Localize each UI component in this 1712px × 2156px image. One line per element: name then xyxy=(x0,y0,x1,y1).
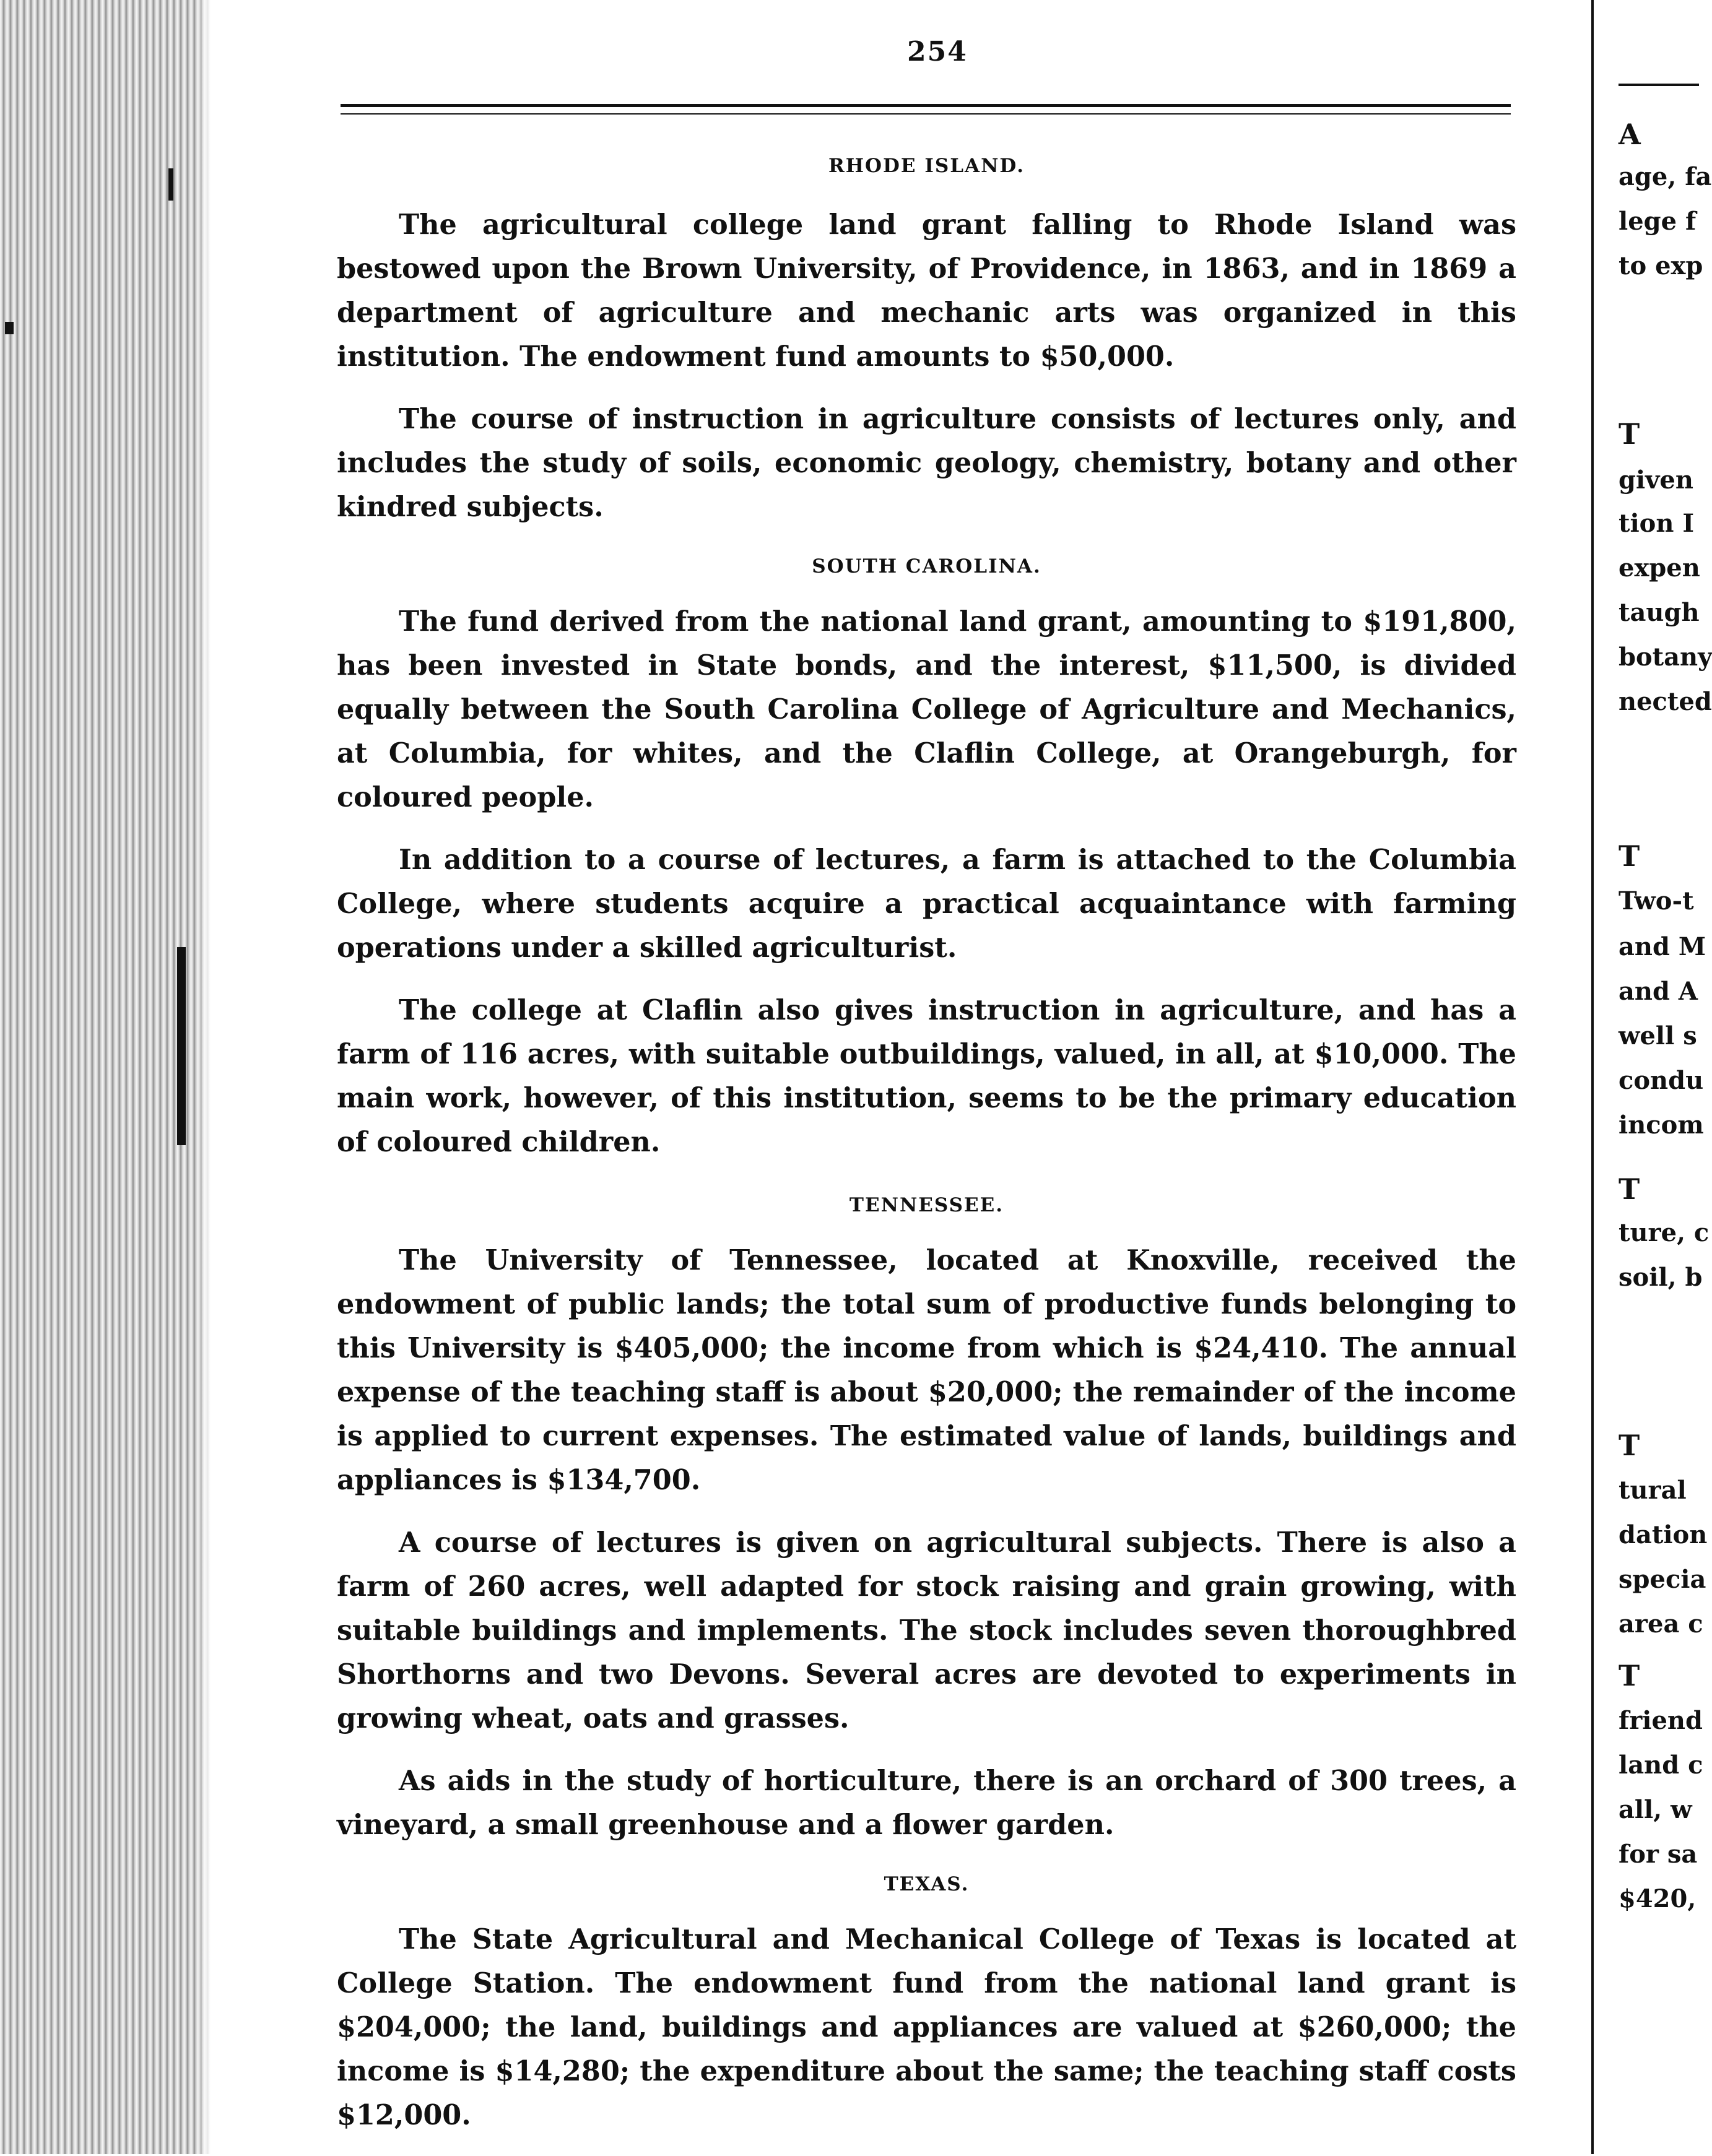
facing-fragment: area c xyxy=(1619,1609,1703,1639)
facing-fragment: T xyxy=(1619,839,1640,873)
header-rule-thin xyxy=(341,113,1511,115)
facing-fragment: and M xyxy=(1619,932,1706,961)
facing-fragment: T xyxy=(1619,1659,1640,1692)
facing-fragment: age, fa xyxy=(1619,162,1712,191)
facing-fragment: to exp xyxy=(1619,251,1703,280)
facing-fragment: tural xyxy=(1619,1476,1687,1505)
facing-fragment: T xyxy=(1619,417,1640,451)
header-rule-thick xyxy=(341,104,1511,107)
paragraph-texas-1: The State Agricultural and Mechanical College of Texas is located at College Station. The endowment fund from the national land grant is $204,000; the land, buildings and appliances are valued at $260,000; the income is $14,280; the expenditure about the same; the teaching staff costs $12,000. xyxy=(337,1923,1516,2131)
page-content xyxy=(337,147,1516,2156)
paragraph-south-carolina-2: In addition to a course of lectures, a farm is attached to the Columbia College, where students acquire a practical acquaintance with farming operations under a skilled agriculturist. xyxy=(337,844,1516,964)
facing-fragment: land c xyxy=(1619,1751,1703,1780)
paragraph-south-carolina-3: The college at Claflin also gives instruction in agriculture, and has a farm of 116 acres, with suitable outbuildings, valued, in all, at $10,000. The main work, however, of this institution, seems to be the primary education of coloured children. xyxy=(337,994,1516,1158)
facing-fragment: given xyxy=(1619,465,1693,495)
facing-header-rule xyxy=(1619,84,1699,86)
facing-fragment: all, w xyxy=(1619,1795,1692,1824)
facing-fragment: condu xyxy=(1619,1066,1704,1095)
facing-fragment: for sa xyxy=(1619,1840,1698,1869)
heading-texas: TEXAS. xyxy=(884,1873,970,1895)
facing-fragment: expen xyxy=(1619,553,1700,582)
facing-fragment: Two-t xyxy=(1619,886,1694,916)
facing-fragment: taugh xyxy=(1619,598,1700,627)
paragraph-south-carolina-1: The fund derived from the national land grant, amounting to $191,800, has been invested in State bonds, and the interest, $11,500, is divided equally between the South Carolina College of Agriculture and Mechanics, at Columbia, for whites, and the Claflin College, at Orangeburgh, for coloured people. xyxy=(337,605,1516,813)
edge-speck-left xyxy=(5,322,14,334)
facing-fragment: friend xyxy=(1619,1706,1703,1735)
heading-rhode-island: RHODE ISLAND. xyxy=(828,155,1025,177)
facing-fragment: nected xyxy=(1619,687,1712,716)
paragraph-tennessee-1: The University of Tennessee, located at Knoxville, received the endowment of public lands; the total sum of productive funds belonging to this University is $405,000; the income from which is $24,410. The annual expense of the teaching staff is about $20,000; the remainder of the income is applied to current expenses. The estimated value of lands, buildings and appliances is $134,700. xyxy=(337,1244,1516,1496)
facing-fragment: lege f xyxy=(1619,207,1697,236)
facing-fragment: $420, xyxy=(1619,1884,1697,1913)
edge-mark-top xyxy=(168,168,173,201)
paragraph-tennessee-2: A course of lectures is given on agricultural subjects. There is also a farm of 260 acres, well adapted for stock raising and grain growing, with suitable buildings and implements. The stock includes seven thoroughbred Shorthorns and two Devons. Several acres are devoted to experiments in growing wheat, oats and grasses. xyxy=(337,1526,1516,1734)
paragraph-rhode-island-2: The course of instruction in agriculture consists of lectures only, and includes the study of soils, economic geology, chemistry, botany and other kindred subjects. xyxy=(337,403,1516,523)
facing-fragment: botany xyxy=(1619,643,1712,672)
facing-page xyxy=(1591,0,1712,2154)
facing-fragment: dation xyxy=(1619,1520,1708,1549)
facing-fragment: and A xyxy=(1619,977,1698,1006)
facing-fragment: A xyxy=(1619,118,1641,151)
paragraph-rhode-island-1: The agricultural college land grant falling to Rhode Island was bestowed upon the Brown University, of Providence, in 1863, and in 1869 a department of agriculture and mechanic arts was organized in this institution. The endowment fund amounts to $50,000. xyxy=(337,209,1516,373)
facing-fragment: well s xyxy=(1619,1021,1697,1050)
facing-fragment: T xyxy=(1619,1429,1640,1462)
facing-fragment: soil, b xyxy=(1619,1263,1703,1292)
paragraph-tennessee-3: As aids in the study of horticulture, there is an orchard of 300 trees, a vineyard, a small greenhouse and a flower garden. xyxy=(337,1765,1516,1841)
facing-fragment: specia xyxy=(1619,1565,1706,1594)
facing-fragment: incom xyxy=(1619,1110,1704,1140)
heading-south-carolina: SOUTH CAROLINA. xyxy=(812,555,1041,578)
page-number: 254 xyxy=(907,36,968,67)
facing-fragment: ture, c xyxy=(1619,1218,1710,1247)
facing-fragment: T xyxy=(1619,1172,1640,1206)
edge-mark-middle xyxy=(177,947,186,1145)
facing-fragment: tion I xyxy=(1619,509,1695,538)
heading-tennessee: TENNESSEE. xyxy=(849,1194,1004,1216)
